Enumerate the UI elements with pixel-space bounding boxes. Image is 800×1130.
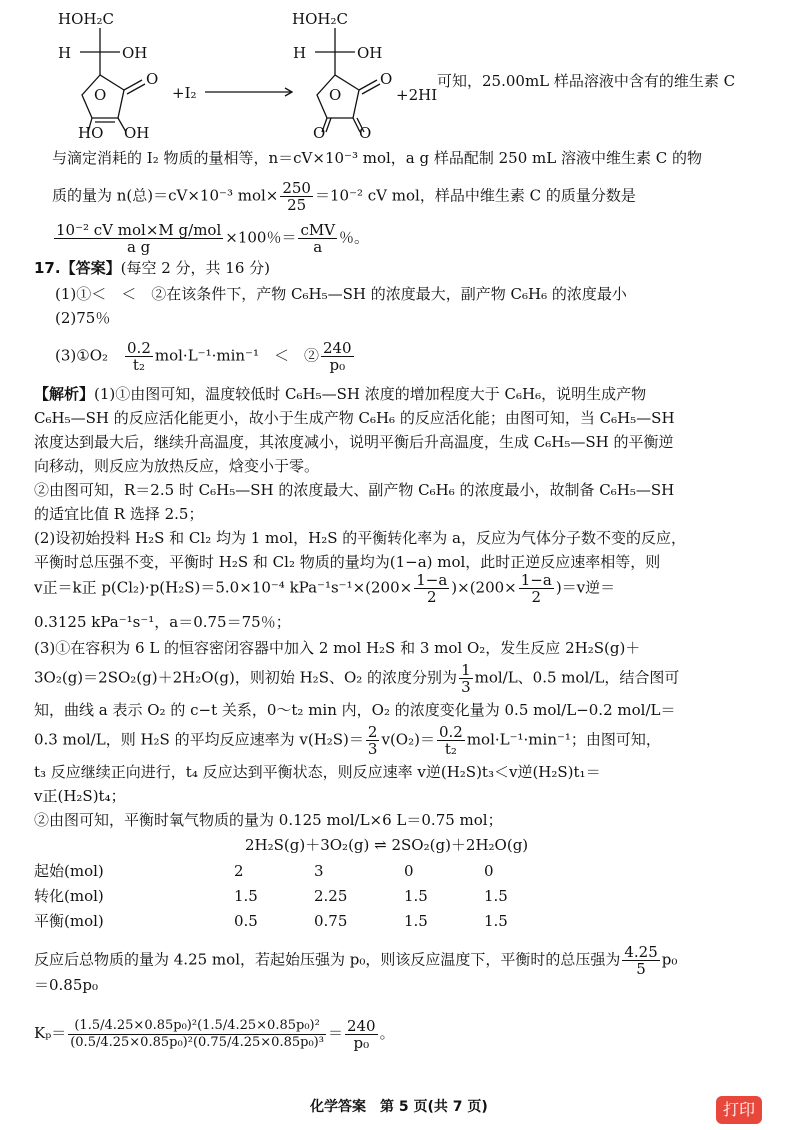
jx-line17: ②由图可知，平衡时氧气物质的量为 0.125 mol/L×6 L＝0.75 mol； <box>34 811 503 829</box>
jx-line15: t₃ 反应继续正向进行，t₄ 反应达到平衡状态，则反应速率 v逆(H₂S)t₃＜v逆(H₂S)t₁＝ <box>34 763 601 781</box>
jx-line13: 知，曲线 a 表示 O₂ 的 c−t 关系，0～t₂ min 内，O₂ 的浓度变化量为 0.5 mol/L−0.2 mol/L＝ <box>34 701 676 719</box>
right-h-label: H <box>293 44 307 62</box>
row-value: 0.5 <box>234 911 258 930</box>
table-row <box>34 908 544 933</box>
row-value: 1.5 <box>484 911 508 930</box>
jx-line16: v正(H₂S)t₄； <box>34 787 126 805</box>
row-label: 起始(mol) <box>34 862 104 880</box>
kp-expression: Kₚ＝ $\frac{\text{(1.5/4.25×0.85p₀)²(1.5/4.25×0.85p₀)²}}{\text{(0.5/4.25×0.85p₀)²(0.75/4.25×0.85p₀)³}}$ ＝ $\frac{240}{\text{p₀}}$ 。 <box>34 1017 395 1052</box>
para1-line4: $\frac{\text{10⁻² cV mol×M g/mol}}{\text{a g}}$ ×100％＝ $\frac{\text{cMV}}{a}$ ％。 <box>56 221 370 256</box>
right-ring-o-label: O <box>329 86 342 104</box>
page-footer: 化学答案 第 5 页(共 7 页) <box>310 1099 488 1115</box>
left-carbonyl-o-label: O <box>146 70 159 88</box>
answer-1: (1)①＜ ＜ ②在该条件下，产物 C₆H₅—SH 的浓度最大，副产物 C₆H₆ 的浓度最小 <box>55 285 627 303</box>
row-value: 3 <box>314 861 324 880</box>
jx-line2: C₆H₅—SH 的反应活化能更小，故小于生成产物 C₆H₆ 的反应活化能；由图可知，当 C₆H₅—SH <box>34 409 675 427</box>
right-carbonyl-o-label: O <box>380 70 393 88</box>
row-value: 0 <box>404 861 414 880</box>
equilibrium-table <box>34 858 544 933</box>
left-group-label: HOH₂C <box>58 10 114 28</box>
row-value: 1.5 <box>484 886 508 905</box>
end-line1: 反应后总物质的量为 4.25 mol，若起始压强为 p₀，则该反应温度下，平衡时的总压强为 $\frac{4.25}{5}$ p₀ <box>34 943 678 978</box>
left-oh2-label: OH <box>124 124 150 142</box>
jx-line14: 0.3 mol/L，则 H₂S 的平均反应速率为 v(H₂S)＝ $\frac{2}{3}$ v(O₂)＝ $\frac{0.2}{\text{t₂}}$ mol·L⁻¹·min⁻¹；由图可知， <box>34 723 661 758</box>
q17-heading: 17.【答案】(每空 2 分，共 16 分) <box>34 259 271 277</box>
answer-3: (3)①O₂ $\frac{0.2}{\text{t₂}}$ mol·L⁻¹·min⁻¹ ＜ ② $\frac{240}{\text{p₀}}$ <box>55 339 352 374</box>
row-value: 1.5 <box>404 911 428 930</box>
answer-2: (2)75％ <box>55 309 111 327</box>
row-value: 1.5 <box>234 886 258 905</box>
jx-line1: 【解析】(1)①由图可知，温度较低时 C₆H₅—SH 浓度的增加程度大于 C₆H₆，说明生成产物 <box>34 385 647 403</box>
jx-line3: 浓度达到最大后，继续升高温度，其浓度减小，说明平衡后升高温度，生成 C₆H₅—SH 的平衡逆 <box>34 433 674 451</box>
jx-line4: 向移动，则反应为放热反应，焓变小于零。 <box>34 457 320 475</box>
jx-line9: v正＝k正 p(Cl₂)·p(H₂S)＝5.0×10⁻⁴ kPa⁻¹s⁻¹×(200× $\frac{1-a}{2}$ )×(200× $\frac{1-a}{2}$ )＝v逆＝ <box>34 571 616 606</box>
row-value: 2 <box>234 861 244 880</box>
jx-line11: (3)①在容积为 6 L 的恒容密闭容器中加入 2 mol H₂S 和 3 mol O₂，发生反应 2H₂S(g)＋ <box>34 639 641 657</box>
right-o1-label: O <box>313 124 326 142</box>
product-extra-label: +2HI <box>396 86 438 104</box>
table-equation: 2H₂S(g)＋3O₂(g) ⇌ 2SO₂(g)＋2H₂O(g) <box>245 836 529 854</box>
left-h-label: H <box>58 44 72 62</box>
jx-line5: ②由图可知，R＝2.5 时 C₆H₅—SH 的浓度最大、副产物 C₆H₆ 的浓度最小，故制备 C₆H₅—SH <box>34 481 675 499</box>
right-group-label: HOH₂C <box>292 10 348 28</box>
right-oh-label: OH <box>357 44 383 62</box>
table-row <box>34 883 544 908</box>
left-oh-label: OH <box>122 44 148 62</box>
print-button[interactable]: 打印 <box>716 1096 762 1124</box>
para1-line2: 与滴定消耗的 I₂ 物质的量相等，n＝cV×10⁻³ mol，a g 样品配制 250 mL 溶液中维生素 C 的物 <box>52 149 702 167</box>
para1-line1: 可知，25.00mL 样品溶液中含有的维生素 C <box>437 72 736 90</box>
para1-line3: 质的量为 n(总)＝cV×10⁻³ mol× $\frac{250}{25}$ ＝10⁻² cV mol，样品中维生素 C 的质量分数是 <box>52 179 636 214</box>
table-row <box>34 858 544 883</box>
jx-line7: (2)设初始投料 H₂S 和 Cl₂ 均为 1 mol，H₂S 的平衡转化率为 a，反应为气体分子数不变的反应， <box>34 529 686 547</box>
reagent-label: +I₂ <box>172 84 197 102</box>
row-value: 0.75 <box>314 911 348 930</box>
row-label: 转化(mol) <box>34 887 104 905</box>
row-value: 1.5 <box>404 886 428 905</box>
jx-line8: 平衡时总压强不变，平衡时 H₂S 和 Cl₂ 物质的量均为(1−a) mol，此时正逆反应速率相等，则 <box>34 553 661 571</box>
right-o2-label: O <box>359 124 372 142</box>
end-line2: ＝0.85p₀ <box>34 976 99 994</box>
jx-line10: 0.3125 kPa⁻¹s⁻¹，a＝0.75＝75％； <box>34 613 291 631</box>
row-label: 平衡(mol) <box>34 912 104 930</box>
jx-line12: 3O₂(g)＝2SO₂(g)＋2H₂O(g)，则初始 H₂S、O₂ 的浓度分别为 $\frac{1}{3}$ mol/L、0.5 mol/L，结合图可 <box>34 661 680 696</box>
left-ring-o-label: O <box>94 86 107 104</box>
row-value: 2.25 <box>314 886 348 905</box>
left-ho1-label: HO <box>78 124 104 142</box>
row-value: 0 <box>484 861 494 880</box>
jx-line6: 的适宜比值 R 选择 2.5； <box>34 505 204 523</box>
